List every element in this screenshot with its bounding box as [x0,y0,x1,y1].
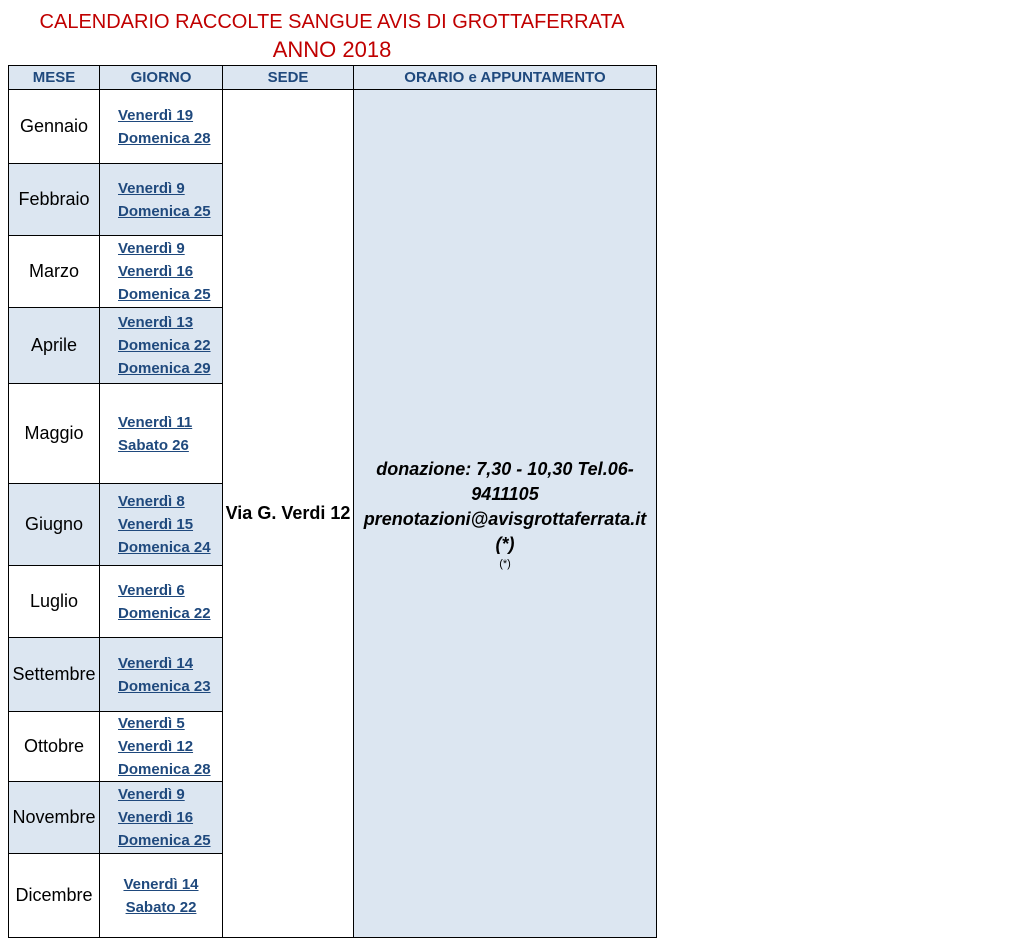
day-link[interactable]: Domenica 25 [118,832,211,849]
day-link[interactable]: Venerdì 15 [118,516,194,533]
month-name: Dicembre [9,854,100,938]
month-row [9,90,657,164]
month-name: Maggio [9,384,100,484]
orario-footnote: (*) [499,557,511,570]
calendar-table [8,65,657,938]
day-link[interactable]: Domenica 22 [118,337,211,354]
month-days [100,782,223,854]
day-link[interactable]: Venerdì 5 [118,715,185,732]
day-link[interactable]: Domenica 28 [118,761,211,778]
month-name: Aprile [9,308,100,384]
orario-text: donazione: 7,30 - 10,30 Tel.06-9411105 prenotazioni@avisgrottaferrata.it (*) [363,458,647,554]
day-link[interactable]: Venerdì 6 [118,581,185,599]
day-link[interactable]: Venerdì 16 [118,809,194,826]
header-giorno: GIORNO [100,66,223,90]
day-link[interactable]: Venerdì 11 [118,413,193,431]
header-row [9,66,657,90]
month-name: Marzo [9,236,100,308]
month-days [100,164,223,236]
day-link[interactable]: Venerdì 9 [118,179,185,197]
month-days [100,712,223,782]
day-link[interactable]: Venerdì 12 [118,738,194,755]
day-link[interactable]: Domenica 29 [118,360,211,377]
day-link[interactable]: Domenica 24 [118,539,211,556]
month-days [100,566,223,638]
month-name: Luglio [9,566,100,638]
day-link[interactable]: Sabato 22 [125,898,197,916]
day-link[interactable]: Domenica 25 [118,286,211,303]
month-days [100,854,223,938]
day-link[interactable]: Venerdì 19 [118,106,194,124]
month-days [100,90,223,164]
month-days [100,384,223,484]
month-days [100,638,223,712]
day-link[interactable]: Venerdì 14 [118,654,194,672]
month-name: Febbraio [9,164,100,236]
header-orario: ORARIO e APPUNTAMENTO [354,66,657,90]
month-name: Giugno [9,484,100,566]
calendar-title: CALENDARIO RACCOLTE SANGUE AVIS DI GROTTAFERRATA [39,11,625,33]
header-mese: MESE [9,66,100,90]
calendar-year: ANNO 2018 [272,37,392,62]
day-link[interactable]: Domenica 25 [118,202,211,220]
day-link[interactable]: Venerdì 13 [118,314,194,331]
sede-cell: Via G. Verdi 12 [223,90,354,938]
month-days [100,236,223,308]
month-name: Ottobre [9,712,100,782]
day-link[interactable]: Venerdì 9 [118,786,185,803]
header-sede: SEDE [223,66,354,90]
day-link[interactable]: Venerdì 9 [118,240,185,257]
day-link[interactable]: Sabato 26 [118,436,189,454]
month-name: Gennaio [9,90,100,164]
day-link[interactable]: Domenica 28 [118,129,211,147]
day-link[interactable]: Domenica 23 [118,677,211,695]
day-link[interactable]: Venerdì 16 [118,263,194,280]
month-days [100,484,223,566]
month-days [100,308,223,384]
month-name: Novembre [9,782,100,854]
day-link[interactable]: Venerdì 8 [118,493,185,510]
day-link[interactable]: Domenica 22 [118,604,211,622]
calendar-body [9,90,657,938]
day-link[interactable]: Venerdì 14 [123,875,199,893]
month-name: Settembre [9,638,100,712]
orario-cell [354,90,657,938]
